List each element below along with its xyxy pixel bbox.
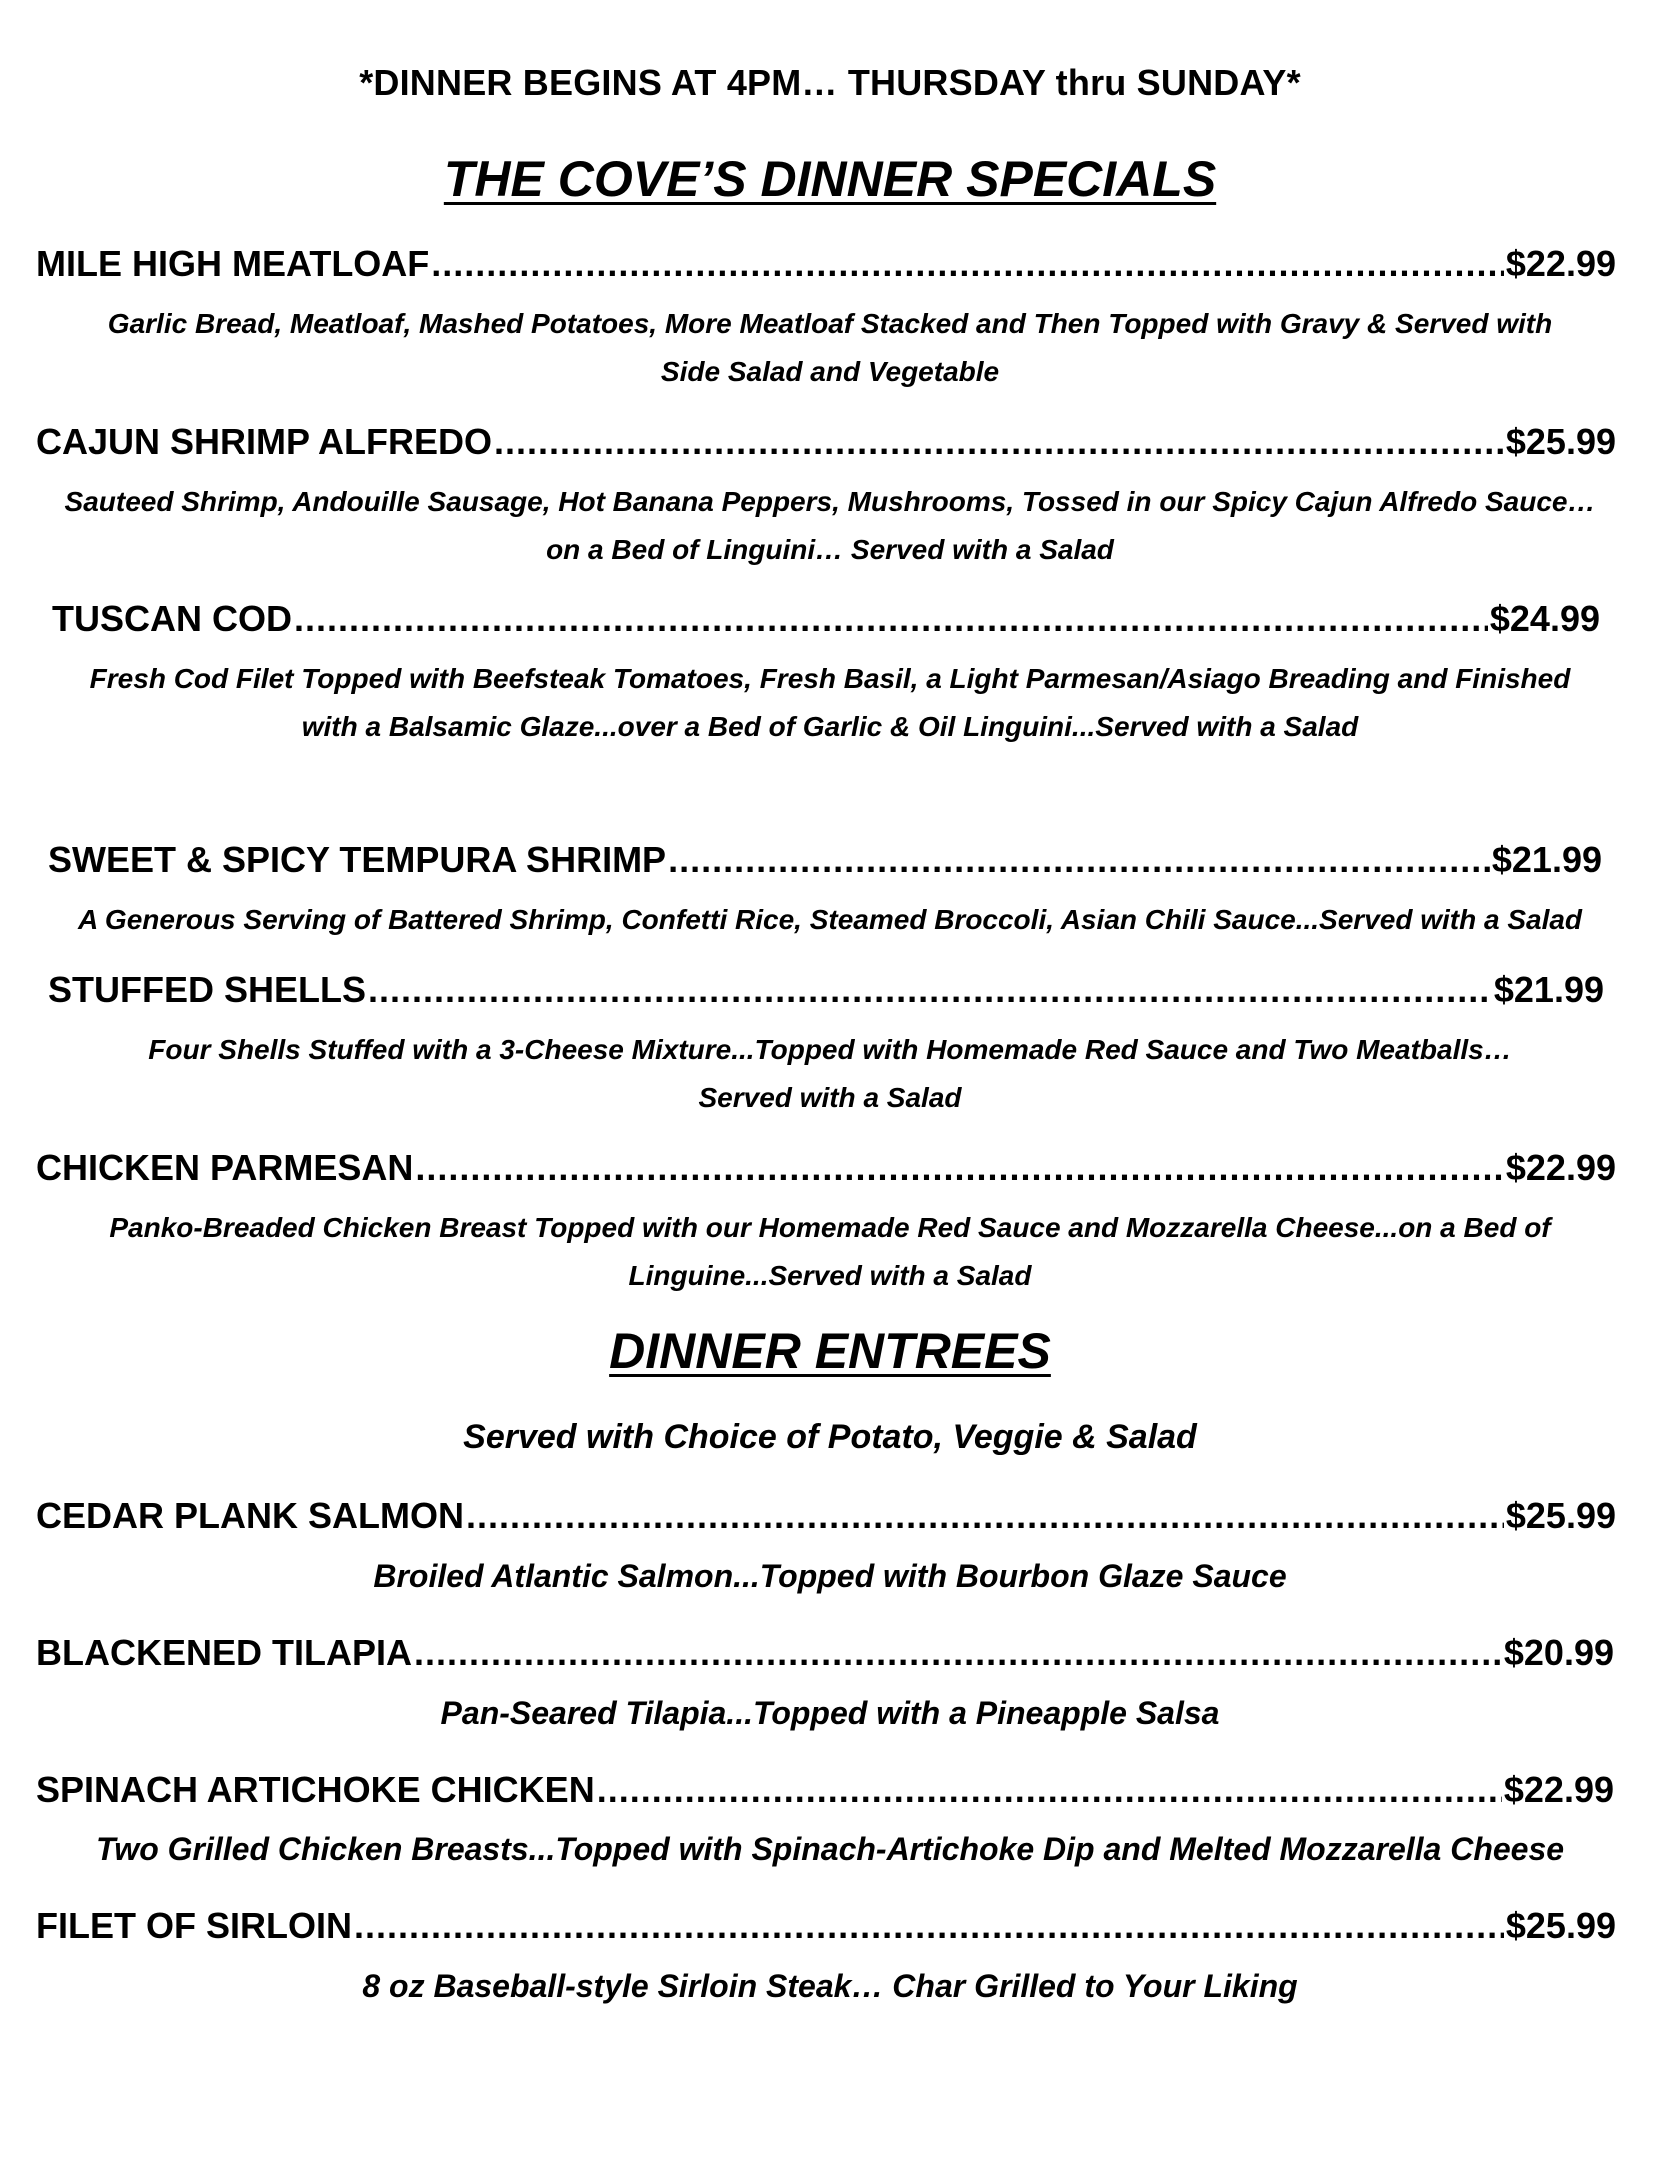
item-price: $25.99 — [1505, 421, 1616, 462]
dot-leader — [466, 1494, 1504, 1538]
item-description-line-2: Linguine...Served with a Salad — [628, 1260, 1032, 1291]
item-price: $22.99 — [1505, 1147, 1616, 1188]
item-description-line-1: Sauteed Shrimp, Andouille Sausage, Hot Banana Peppers, Mushrooms, Tossed in our Spicy Cajun Alfredo Sauce… — [64, 486, 1596, 517]
item-name: CHICKEN PARMESAN — [36, 1147, 414, 1188]
item-description-line-2: Served with a Salad — [698, 1082, 962, 1113]
dot-leader — [415, 1146, 1504, 1190]
item-name: MILE HIGH MEATLOAF — [36, 243, 430, 284]
item-name: CAJUN SHRIMP ALFREDO — [36, 421, 493, 462]
item-price: $25.99 — [1505, 1495, 1616, 1536]
item-description-line-2: Side Salad and Vegetable — [660, 356, 1000, 387]
menu-item-chicken-parmesan — [36, 1146, 1616, 1190]
menu-item-cajun-shrimp-alfredo — [36, 420, 1616, 464]
dot-leader — [668, 838, 1490, 882]
item-description-line-1: Fresh Cod Filet Topped with Beefsteak Tomatoes, Fresh Basil, a Light Parmesan/Asiago Breading and Finished — [89, 663, 1571, 694]
menu-item-sweet-spicy-tempura-shrimp — [48, 838, 1602, 882]
item-description-line-1: Garlic Bread, Meatloaf, Mashed Potatoes, More Meatloaf Stacked and Then Topped with Gravy & Served with — [107, 308, 1553, 339]
item-price: $24.99 — [1489, 598, 1600, 639]
item-description-line-1: Four Shells Stuffed with a 3-Cheese Mixture...Topped with Homemade Red Sauce and Two Meatballs… — [148, 1034, 1512, 1065]
menu-item-filet-of-sirloin — [36, 1904, 1616, 1948]
item-price: $20.99 — [1503, 1632, 1614, 1673]
item-name: CEDAR PLANK SALMON — [36, 1495, 464, 1536]
menu-item-mile-high-meatloaf — [36, 242, 1616, 286]
item-description-line-1: Two Grilled Chicken Breasts...Topped with Spinach-Artichoke Dip and Melted Mozzarella Cheese — [95, 1831, 1565, 1867]
dot-leader — [368, 968, 1492, 1012]
item-description-line-1: 8 oz Baseball-style Sirloin Steak… Char Grilled to Your Liking — [362, 1968, 1298, 2004]
entrees-title: DINNER ENTREES — [609, 1323, 1051, 1379]
item-price: $21.99 — [1493, 969, 1604, 1010]
item-name: TUSCAN COD — [52, 598, 292, 639]
item-price: $22.99 — [1503, 1769, 1614, 1810]
dot-leader — [354, 1904, 1504, 1948]
specials-title: THE COVE’S DINNER SPECIALS — [443, 151, 1217, 207]
item-price: $21.99 — [1491, 839, 1602, 880]
dot-leader — [431, 242, 1504, 286]
item-name: STUFFED SHELLS — [48, 969, 367, 1010]
dot-leader — [494, 420, 1504, 464]
item-description-line-1: Panko-Breaded Chicken Breast Topped with our Homemade Red Sauce and Mozzarella Cheese...on a Bed of — [109, 1212, 1551, 1243]
menu-item-blackened-tilapia — [36, 1631, 1614, 1675]
item-price: $22.99 — [1505, 243, 1616, 284]
dot-leader — [597, 1768, 1502, 1812]
menu-item-spinach-artichoke-chicken — [36, 1768, 1614, 1812]
item-name: BLACKENED TILAPIA — [36, 1632, 412, 1673]
item-description-line-1: Pan-Seared Tilapia...Topped with a Pineapple Salsa — [440, 1695, 1220, 1731]
item-description-line-1: Broiled Atlantic Salmon...Topped with Bourbon Glaze Sauce — [373, 1558, 1287, 1594]
item-name: SWEET & SPICY TEMPURA SHRIMP — [48, 839, 667, 880]
entrees-subtitle: Served with Choice of Potato, Veggie & Salad — [463, 1418, 1197, 1456]
menu-item-stuffed-shells — [48, 968, 1604, 1012]
dot-leader — [294, 597, 1488, 641]
item-price: $25.99 — [1505, 1905, 1616, 1946]
item-description-line-2: with a Balsamic Glaze...over a Bed of Garlic & Oil Linguini...Served with a Salad — [301, 711, 1359, 742]
menu-item-tuscan-cod — [52, 597, 1600, 641]
item-name: FILET OF SIRLOIN — [36, 1905, 352, 1946]
dinner-hours-notice: *DINNER BEGINS AT 4PM… THURSDAY thru SUNDAY* — [359, 62, 1301, 103]
item-description-line-1: A Generous Serving of Battered Shrimp, Confetti Rice, Steamed Broccoli, Asian Chili Sauce...Served with a Salad — [77, 904, 1583, 935]
item-description-line-2: on a Bed of Linguini… Served with a Salad — [546, 534, 1114, 565]
dot-leader — [414, 1631, 1502, 1675]
menu-item-cedar-plank-salmon — [36, 1494, 1616, 1538]
item-name: SPINACH ARTICHOKE CHICKEN — [36, 1769, 595, 1810]
